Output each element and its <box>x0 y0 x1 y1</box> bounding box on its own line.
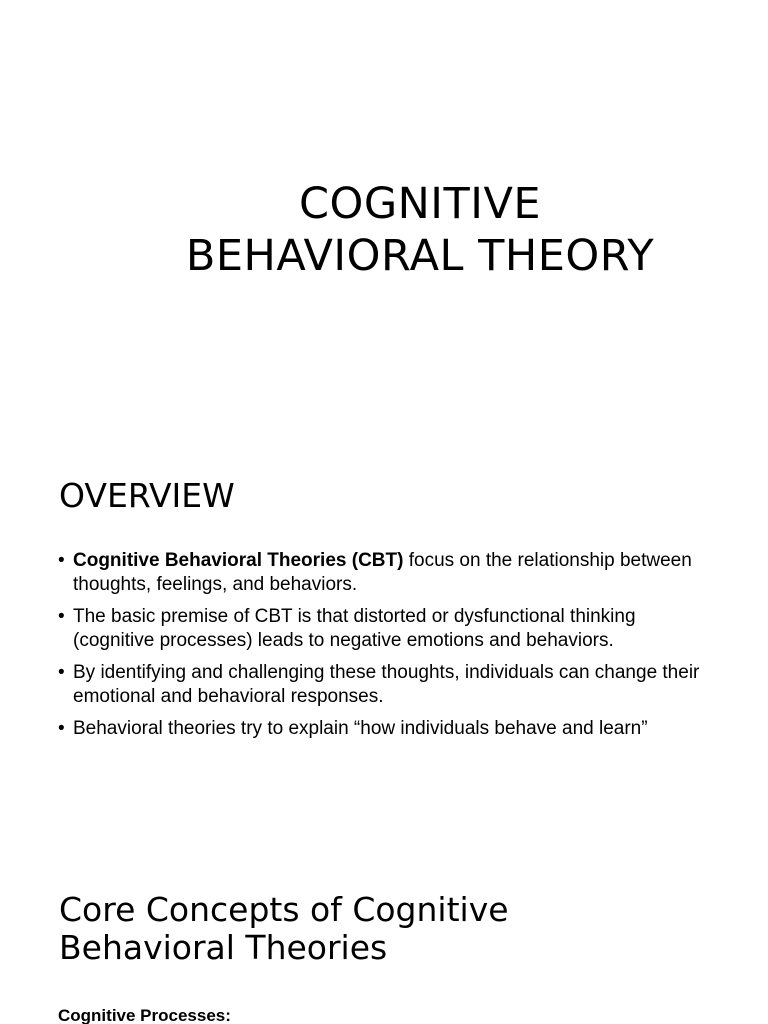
bullet-text: Behavioral theories try to explain “how individuals behave and learn” <box>73 718 648 739</box>
title-line-2: BEHAVIORAL THEORY <box>185 231 655 281</box>
bullet-dot-icon: • <box>58 718 65 739</box>
overview-heading: OVERVIEW <box>59 476 235 515</box>
bullet-dot-icon: • <box>58 550 65 571</box>
core-concepts-heading-line-1: Core Concepts of Cognitive <box>59 890 509 929</box>
cognitive-processes-subheading: Cognitive Processes: <box>58 1006 231 1024</box>
bullet-dot-icon: • <box>58 662 65 683</box>
bullet-item <box>58 549 718 597</box>
bullet-item <box>58 717 718 741</box>
bullet-text: By identifying and challenging these thoughts, individuals can change their emotional and behavioral responses. <box>73 662 700 707</box>
overview-bullet-list <box>58 549 718 749</box>
bullet-text: The basic premise of CBT is that distorted or dysfunctional thinking (cognitive processes) leads to negative emotions and behaviors. <box>73 606 636 651</box>
title-slide <box>120 178 720 282</box>
bullet-item <box>58 605 718 653</box>
bullet-dot-icon: • <box>58 606 65 627</box>
bullet-item <box>58 661 718 709</box>
title-line-1: COGNITIVE <box>298 179 542 229</box>
bullet-bold-term: Cognitive Behavioral Theories (CBT) <box>73 550 404 571</box>
core-concepts-heading <box>59 891 699 967</box>
bullet-text: focus on the relationship between thoughts, feelings, and behaviors. <box>73 550 692 595</box>
core-concepts-heading-line-2: Behavioral Theories <box>59 928 388 967</box>
